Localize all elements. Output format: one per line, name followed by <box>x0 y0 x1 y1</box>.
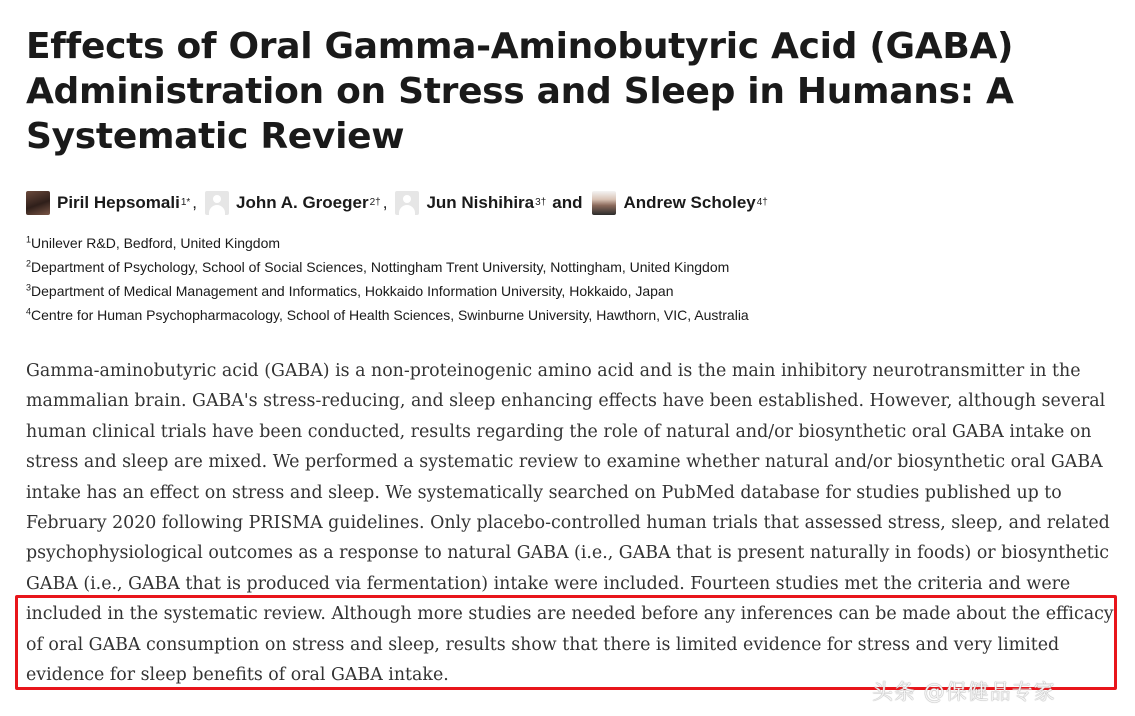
affiliation-item <box>26 303 749 327</box>
abstract-line: Gamma-aminobutyric acid (GABA) is a non-proteinogenic amino acid and is the main inhibitory neurotransmitter in the <box>26 361 1081 381</box>
affiliation-text: Department of Medical Management and Informatics, Hokkaido Information University, Hokkaido, Japan <box>31 283 674 299</box>
abstract-line: GABA (i.e., GABA that is produced via fermentation) intake were included. Fourteen studies met the criteria and were <box>26 573 1071 594</box>
affiliation-item <box>26 279 749 303</box>
abstract-line: February 2020 following PRISMA guidelines. Only placebo-controlled human trials that assessed stress, sleep, and related <box>26 513 1110 534</box>
author-andrew-scholey[interactable]: Andrew Scholey 4† <box>592 191 767 215</box>
author-separator: , <box>382 193 388 212</box>
author-list <box>26 189 768 217</box>
user-placeholder-icon <box>395 191 419 215</box>
abstract-line: mammalian brain. GABA's stress-reducing, and sleep enhancing effects have been established. However, although several <box>26 391 1106 412</box>
author-name[interactable]: Andrew Scholey <box>623 192 756 212</box>
affiliation-item <box>26 255 749 279</box>
author-john-a-groeger[interactable]: John A. Groeger 2† , <box>205 191 395 215</box>
article-title: Effects of Oral Gamma-Aminobutyric Acid (GABA) Administration on Stress and Sleep in Humans: A Systematic Review <box>26 26 1014 157</box>
affiliation-number: 3 <box>26 282 32 293</box>
affiliation-text: Unilever R&D, Bedford, United Kingdom <box>31 235 281 251</box>
affiliation-number: 4 <box>26 306 32 317</box>
author-name[interactable]: John A. Groeger <box>236 192 369 212</box>
author-name[interactable]: Jun Nishihira <box>426 192 535 212</box>
abstract-line: included in the systematic review. Although more studies are needed before any inferences can be made about the efficacy <box>26 604 1114 625</box>
abstract-line: psychophysiological outcomes as a response to natural GABA (i.e., GABA that is present naturally in foods) or biosynthetic <box>26 543 1110 564</box>
affiliation-list <box>26 231 749 327</box>
watermark: 头条 @保健品专家 <box>872 680 1056 704</box>
affiliation-number: 1 <box>26 234 32 245</box>
user-placeholder-icon <box>205 191 229 215</box>
author-photo <box>26 191 50 215</box>
affiliation-text: Department of Psychology, School of Social Sciences, Nottingham Trent University, Nottingham, United Kingdom <box>31 259 730 275</box>
affiliation-text: Centre for Human Psychopharmacology, School of Health Sciences, Swinburne University, Hawthorn, VIC, Australia <box>31 307 749 323</box>
abstract-line: stress and sleep are mixed. We performed a systematic review to examine whether natural and/or biosynthetic oral GABA <box>26 452 1103 473</box>
author-name[interactable]: Piril Hepsomali <box>57 192 180 212</box>
affiliation-item <box>26 231 749 255</box>
author-photo <box>592 191 616 215</box>
author-piril-hepsomali[interactable]: Piril Hepsomali 1* , <box>26 191 205 215</box>
author-conjunction: and <box>552 193 583 212</box>
abstract-line: evidence for sleep benefits of oral GABA intake. <box>26 665 449 686</box>
author-jun-nishihira[interactable]: Jun Nishihira 3† <box>395 191 546 215</box>
abstract-line: intake has an effect on stress and sleep. We systematically searched on PubMed database for studies published up to <box>26 482 1062 503</box>
affiliation-number: 2 <box>26 258 32 269</box>
author-separator: , <box>192 193 198 212</box>
abstract-line: human clinical trials have been conducted, results regarding the role of natural and/or biosynthetic oral GABA intake on <box>26 421 1092 442</box>
abstract-line: of oral GABA consumption on stress and sleep, results show that there is limited evidence for stress and very limited <box>26 634 1060 655</box>
